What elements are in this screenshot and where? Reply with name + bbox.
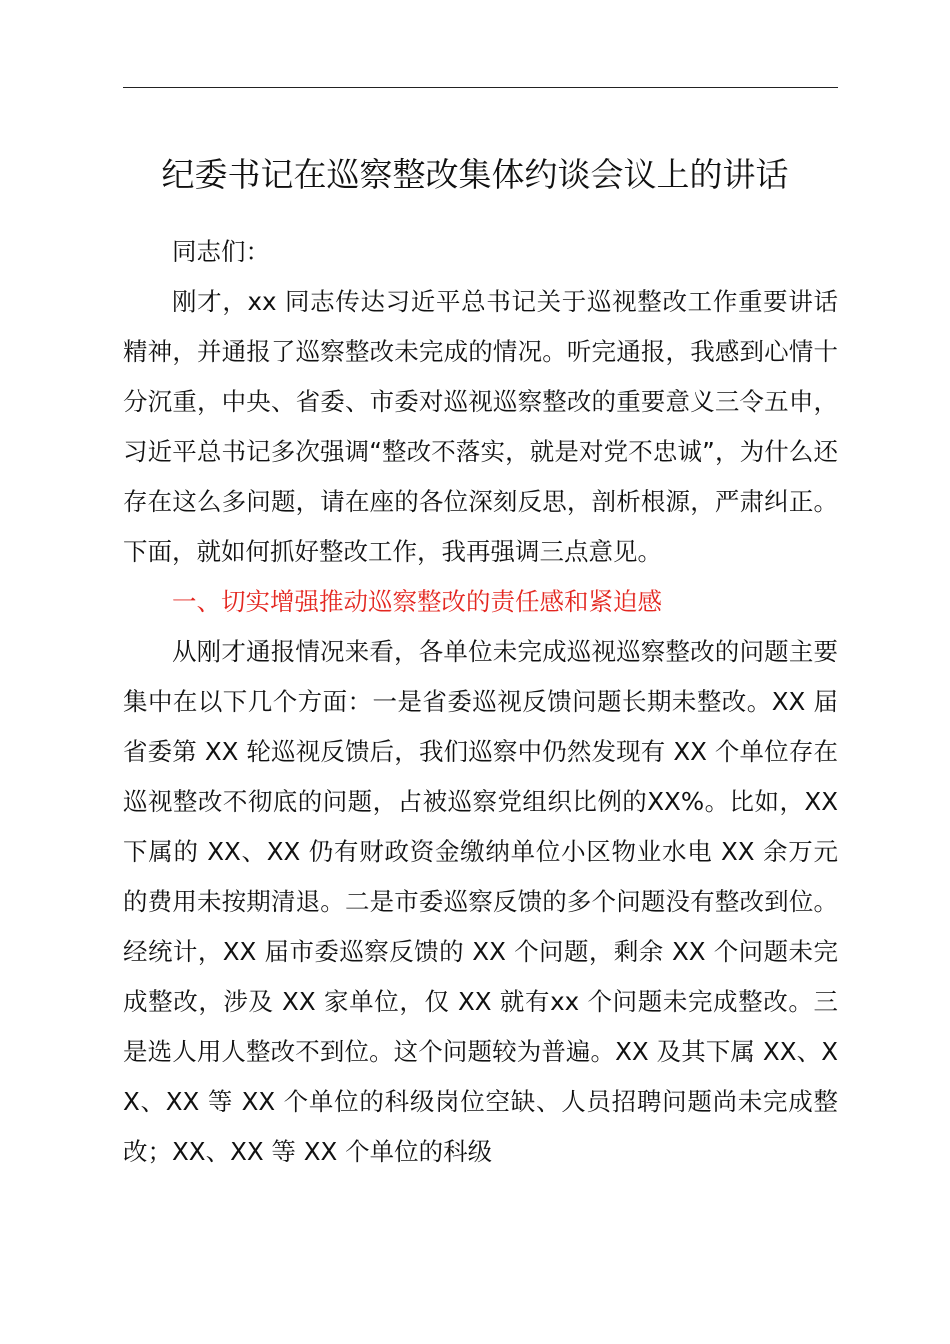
header-rule (123, 87, 838, 88)
section-heading: 一、切实增强推动巡察整改的责任感和紧迫感 (172, 587, 662, 616)
document-title: 纪委书记在巡察整改集体约谈会议上的讲话 (161, 155, 789, 194)
section-paragraph: 从刚才通报情况来看，各单位未完成巡视巡察整改的问题主要集中在以下几个方面：一是省委巡视反馈问题长期未整改。XX 届省委第 XX 轮巡视反馈后，我们巡察中仍然发现有 XX 个单位存在巡视整改不彻底的问题，占被巡察党组织比例的XX%。比如，XX 下属的 XX、XX 仍有财政资金缴纳单位小区物业水电 XX 余万元的费用未按期清退。二是市委巡察反馈的多个问题没有整改到位。经统计，XX 届市委巡察反馈的 XX 个问题，剩余 XX 个问题未完成整改，涉及 XX 家单位，仅 XX 就有xx 个问题未完成整改。三是选人用人整改不到位。这个问题较为普遍。XX 及其下属 XX、XX、XX 等 XX 个单位的科级岗位空缺、人员招聘问题尚未完成整改；XX、XX 等 XX 个单位的科级 (123, 637, 838, 1166)
intro-paragraph: 刚才，xx 同志传达习近平总书记关于巡视整改工作重要讲话精神，并通报了巡察整改未完成的情况。听完通报，我感到心情十分沉重，中央、省委、市委对巡视巡察整改的重要意义三令五申，习近平总书记多次强调“整改不落实，就是对党不忠诚”，为什么还存在这么多问题，请在座的各位深刻反思，剖析根源，严肃纠正。下面，就如何抓好整改工作，我再强调三点意见。 (123, 287, 838, 566)
document-body (123, 227, 838, 1177)
salutation: 同志们： (172, 237, 270, 266)
